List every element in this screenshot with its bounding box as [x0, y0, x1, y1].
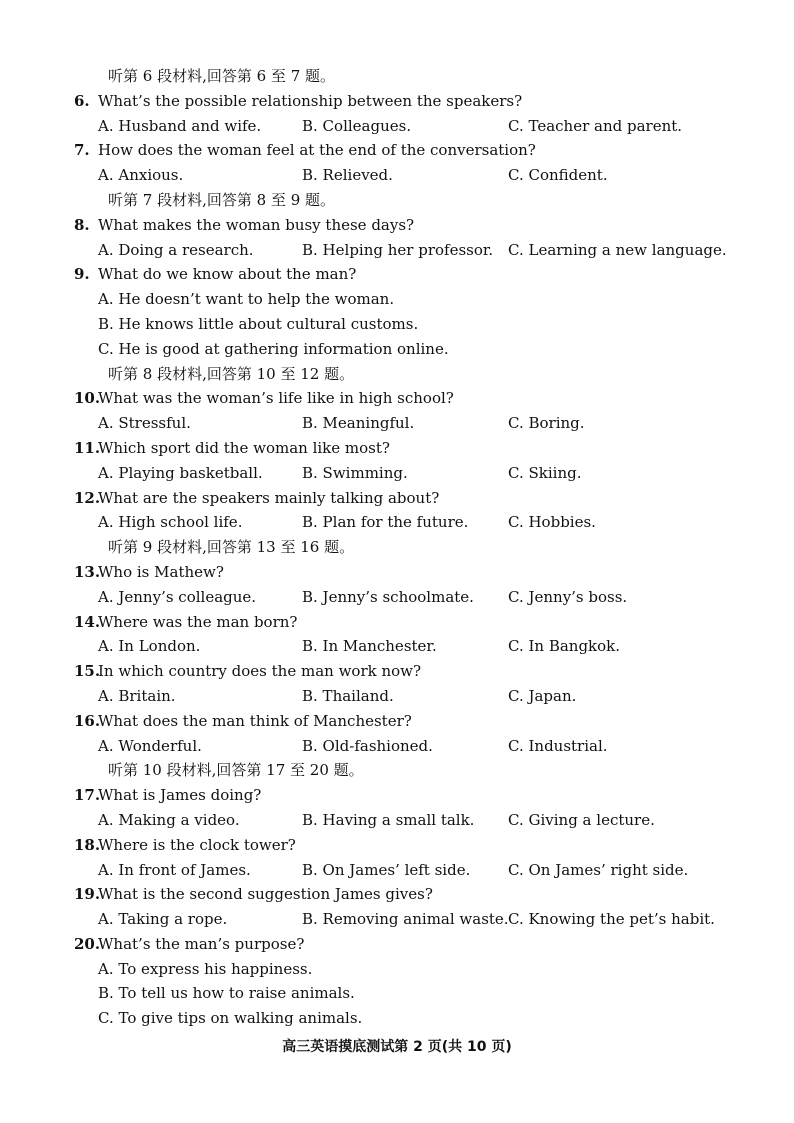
option-line [0, 957, 794, 982]
option-line [0, 1006, 794, 1031]
section-heading: 听第 8 段材料,回答第 10 至 12 题。 [108, 364, 355, 383]
option-line [0, 312, 794, 337]
question-number: 6. [74, 91, 90, 110]
option-text: C. He is good at gathering information online. [98, 339, 449, 358]
question-number: 10. [74, 389, 101, 408]
option-a: A. Husband and wife. [98, 116, 262, 135]
option-a: A. Playing basketball. [98, 463, 263, 482]
options-row [0, 808, 794, 833]
options-row [0, 734, 794, 759]
option-a: A. In front of James. [98, 860, 251, 879]
question-text: What is the second suggestion James gives? [98, 885, 433, 904]
option-c: C. Japan. [508, 686, 577, 705]
question-text: Where is the clock tower? [98, 835, 296, 854]
question-line [0, 659, 794, 684]
options-row [0, 163, 794, 188]
option-a: A. Making a video. [98, 810, 240, 829]
section-heading: 听第 6 段材料,回答第 6 至 7 题。 [108, 67, 336, 85]
option-b: B. Relieved. [302, 166, 393, 185]
option-text: A. He doesn’t want to help the woman. [98, 290, 395, 309]
question-text: What’s the man’s purpose? [98, 934, 305, 953]
option-b: B. On James’ left side. [302, 860, 471, 879]
options-row [0, 858, 794, 883]
option-c: C. Skiing. [508, 463, 582, 482]
option-b: B. Colleagues. [302, 116, 412, 135]
question-line [0, 783, 794, 808]
option-c: C. Teacher and parent. [508, 116, 683, 135]
option-line [0, 981, 794, 1006]
question-number: 12. [74, 488, 101, 507]
options-row [0, 684, 794, 709]
question-number: 20. [74, 934, 101, 953]
option-a: A. High school life. [98, 513, 243, 532]
section-heading: 听第 10 段材料,回答第 17 至 20 题。 [108, 761, 364, 780]
question-number: 15. [74, 662, 101, 681]
question-line [0, 486, 794, 511]
option-a: A. In London. [98, 637, 201, 656]
options-row [0, 907, 794, 932]
option-b: B. Jenny’s schoolmate. [302, 587, 474, 606]
question-text: Which sport did the woman like most? [98, 438, 390, 457]
question-number: 7. [74, 141, 90, 160]
question-text: What do we know about the man? [98, 265, 357, 284]
question-number: 14. [74, 612, 101, 631]
option-text: B. He knows little about cultural customs. [98, 314, 419, 333]
section-heading: 听第 9 段材料,回答第 13 至 16 题。 [108, 538, 355, 557]
question-number: 18. [74, 835, 101, 854]
question-number: 19. [74, 885, 101, 904]
option-c: C. Jenny’s boss. [508, 587, 628, 606]
option-a: A. Stressful. [98, 414, 191, 433]
question-line [0, 560, 794, 585]
option-b: B. Plan for the future. [302, 513, 469, 532]
option-b: B. Removing animal waste. [302, 910, 509, 929]
question-text: What does the man think of Manchester? [98, 711, 412, 730]
question-number: 13. [74, 562, 101, 581]
question-text: What’s the possible relationship between the speakers? [98, 91, 523, 110]
options-row [0, 461, 794, 486]
question-text: Who is Mathew? [98, 562, 224, 581]
question-line [0, 932, 794, 957]
option-a: A. Jenny’s colleague. [98, 587, 257, 606]
question-line [0, 138, 794, 163]
option-b: B. Helping her professor. [302, 240, 494, 259]
option-text: A. To express his happiness. [98, 959, 313, 978]
question-line [0, 213, 794, 238]
question-text: What is James doing? [98, 786, 262, 805]
option-c: C. Hobbies. [508, 513, 596, 532]
option-b: B. Swimming. [302, 463, 408, 482]
question-text: How does the woman feel at the end of the conversation? [98, 141, 536, 160]
question-number: 17. [74, 786, 101, 805]
exam-page [0, 64, 794, 1031]
option-a: A. Anxious. [98, 166, 184, 185]
question-line [0, 436, 794, 461]
question-number: 16. [74, 711, 101, 730]
question-text: In which country does the man work now? [98, 662, 422, 681]
question-line [0, 89, 794, 114]
option-c: C. On James’ right side. [508, 860, 689, 879]
options-row [0, 585, 794, 610]
question-line [0, 882, 794, 907]
option-line [0, 287, 794, 312]
option-b: B. Thailand. [302, 686, 394, 705]
option-a: A. Britain. [98, 686, 176, 705]
option-a: A. Doing a research. [98, 240, 254, 259]
options-row [0, 411, 794, 436]
option-c: C. Knowing the pet’s habit. [508, 910, 715, 929]
option-b: B. Old-fashioned. [302, 736, 433, 755]
question-text: What are the speakers mainly talking about? [98, 488, 440, 507]
option-c: C. Giving a lecture. [508, 810, 655, 829]
options-row [0, 510, 794, 535]
option-text: C. To give tips on walking animals. [98, 1009, 363, 1028]
option-b: B. In Manchester. [302, 637, 437, 656]
question-line [0, 262, 794, 287]
option-line [0, 337, 794, 362]
option-c: C. In Bangkok. [508, 637, 621, 656]
question-text: What makes the woman busy these days? [98, 215, 415, 234]
question-line [0, 386, 794, 411]
question-line [0, 833, 794, 858]
question-text: What was the woman’s life like in high school? [98, 389, 454, 408]
options-row [0, 238, 794, 263]
question-number: 11. [74, 438, 101, 457]
question-number: 9. [74, 265, 90, 284]
question-text: Where was the man born? [98, 612, 298, 631]
options-row [0, 114, 794, 139]
section-heading: 听第 7 段材料,回答第 8 至 9 题。 [108, 190, 336, 209]
question-line [0, 610, 794, 635]
question-line [0, 709, 794, 734]
option-a: A. Taking a rope. [98, 910, 228, 929]
options-row [0, 634, 794, 659]
option-c: C. Confident. [508, 166, 608, 185]
option-text: B. To tell us how to raise animals. [98, 984, 355, 1003]
question-number: 8. [74, 215, 90, 234]
option-a: A. Wonderful. [98, 736, 202, 755]
option-c: C. Industrial. [508, 736, 608, 755]
option-b: B. Meaningful. [302, 414, 415, 433]
option-c: C. Learning a new language. [508, 240, 727, 259]
option-b: B. Having a small talk. [302, 810, 475, 829]
option-c: C. Boring. [508, 414, 585, 433]
page-footer: 高三英语摸底测试第 2 页(共 10 页) [282, 1039, 512, 1055]
